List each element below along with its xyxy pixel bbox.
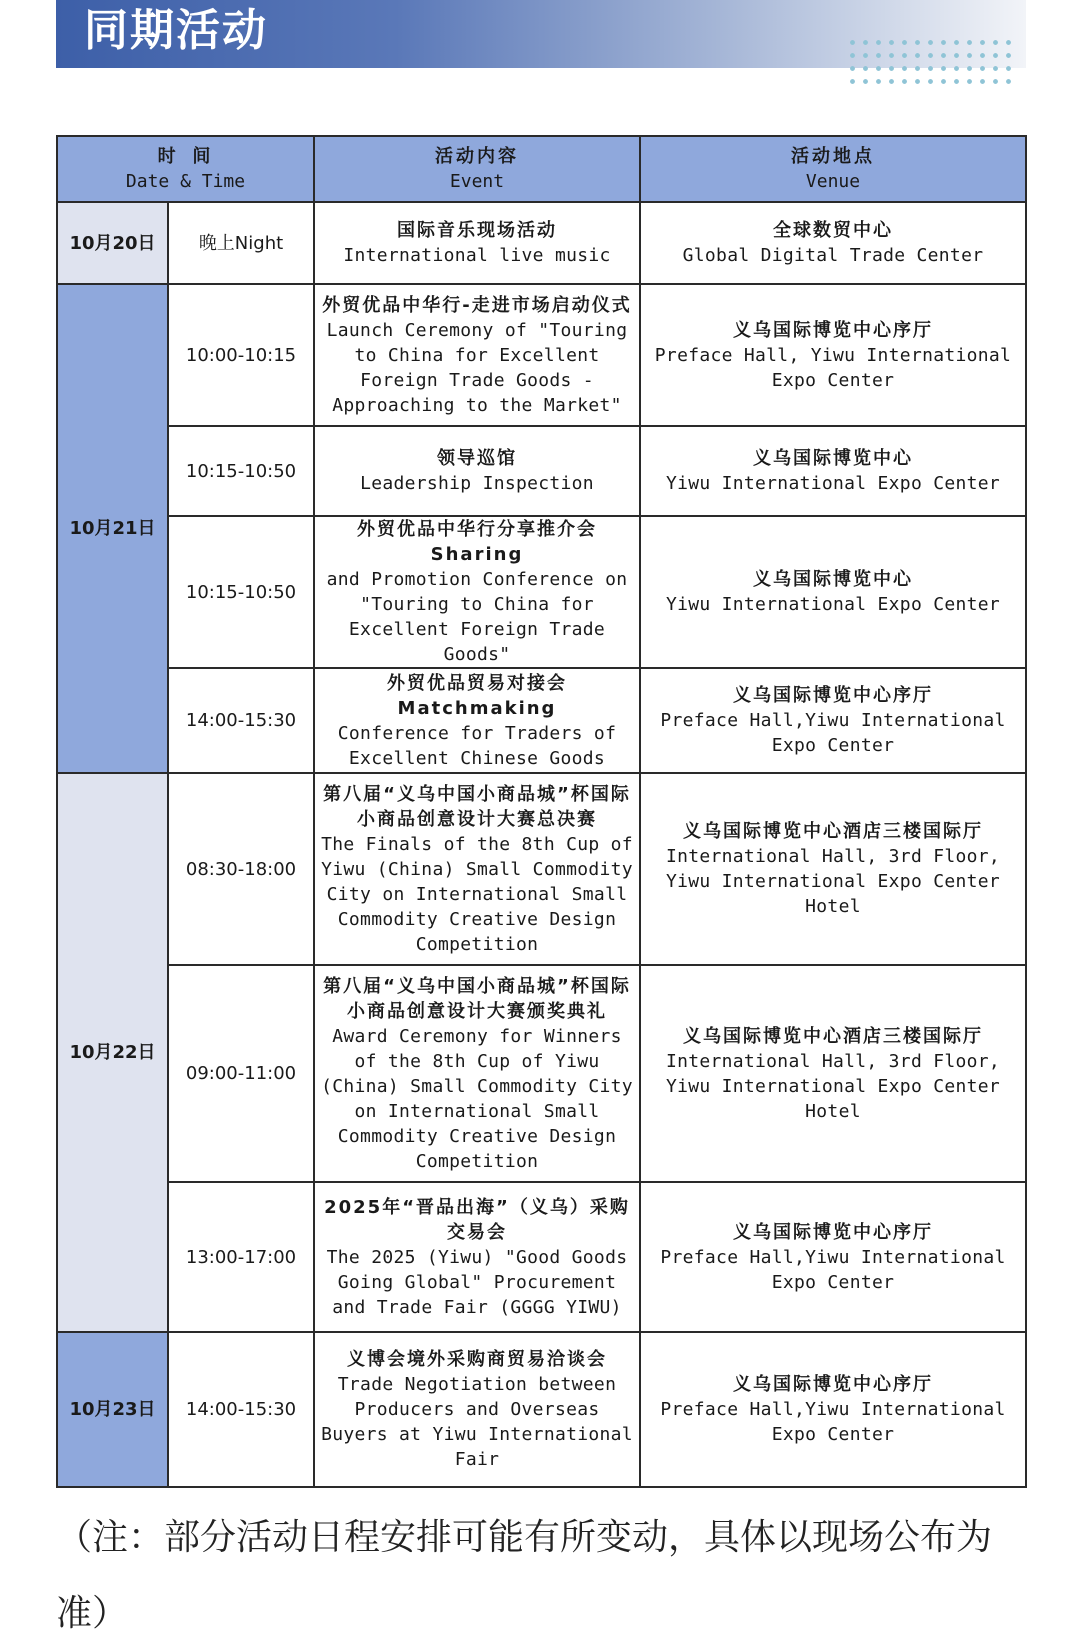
event-cell: 义博会境外采购商贸易洽谈会 Trade Negotiation between Producers and Overseas Buyers at Yiwu International Fair bbox=[314, 1332, 640, 1487]
table-row bbox=[57, 773, 1026, 965]
venue-cell: 义乌国际博览中心 Yiwu International Expo Center bbox=[640, 426, 1026, 516]
table-row bbox=[57, 426, 1026, 516]
time-cell: 14:00-15:30 bbox=[168, 1332, 314, 1487]
date-cell: 10月21日 bbox=[57, 284, 168, 773]
venue-cell: 义乌国际博览中心 Yiwu International Expo Center bbox=[640, 516, 1026, 668]
time-cell: 10:15-10:50 bbox=[168, 516, 314, 668]
table-row bbox=[57, 965, 1026, 1182]
venue-cell: 义乌国际博览中心酒店三楼国际厅 International Hall, 3rd Floor, Yiwu International Expo Center Hotel bbox=[640, 965, 1026, 1182]
table-row bbox=[57, 202, 1026, 284]
table-row bbox=[57, 1182, 1026, 1332]
venue-cell: 义乌国际博览中心序厅 Preface Hall,Yiwu International Expo Center bbox=[640, 1332, 1026, 1487]
venue-cell: 义乌国际博览中心序厅 Preface Hall,Yiwu International Expo Center bbox=[640, 1182, 1026, 1332]
event-cell: 国际音乐现场活动 International live music bbox=[314, 202, 640, 284]
header-date-time: 时 间 Date & Time bbox=[57, 136, 314, 202]
footnote: （注：部分活动日程安排可能有所变动，具体以现场公布为准） bbox=[56, 1517, 993, 1634]
event-cell: 外贸优品中华行分享推介会Sharing and Promotion Conference on "Touring to China for Excellent Foreign Trade Goods" bbox=[314, 516, 640, 668]
event-cell: 2025年“晋品出海”（义乌）采购交易会 The 2025 (Yiwu) "Good Goods Going Global" Procurement and Trade Fair (GGGG YIWU) bbox=[314, 1182, 640, 1332]
header-event: 活动内容 Event bbox=[314, 136, 640, 202]
section-title: 同期活动 bbox=[84, 5, 268, 56]
event-cell: 第八届“义乌中国小商品城”杯国际小商品创意设计大赛颁奖典礼 Award Ceremony for Winners of the 8th Cup of Yiwu (China) Small Commodity City on International Small Commodity Creative Design Competition bbox=[314, 965, 640, 1182]
dot-pattern-decoration bbox=[846, 36, 1016, 86]
venue-cell: 全球数贸中心 Global Digital Trade Center bbox=[640, 202, 1026, 284]
event-cell: 领导巡馆 Leadership Inspection bbox=[314, 426, 640, 516]
table-header-row bbox=[57, 136, 1026, 202]
header-venue: 活动地点 Venue bbox=[640, 136, 1026, 202]
venue-cell: 义乌国际博览中心序厅 Preface Hall, Yiwu International Expo Center bbox=[640, 284, 1026, 426]
time-cell: 14:00-15:30 bbox=[168, 668, 314, 773]
event-cell: 第八届“义乌中国小商品城”杯国际小商品创意设计大赛总决赛 The Finals of the 8th Cup of Yiwu (China) Small Commodity City on International Small Commodity Creative Design Competition bbox=[314, 773, 640, 965]
time-cell: 10:15-10:50 bbox=[168, 426, 314, 516]
event-cell: 外贸优品贸易对接会Matchmaking Conference for Traders of Excellent Chinese Goods bbox=[314, 668, 640, 773]
date-cell: 10月22日 bbox=[57, 773, 168, 1332]
table-row bbox=[57, 668, 1026, 773]
time-cell: 10:00-10:15 bbox=[168, 284, 314, 426]
time-cell: 13:00-17:00 bbox=[168, 1182, 314, 1332]
time-cell: 08:30-18:00 bbox=[168, 773, 314, 965]
date-cell: 10月23日 bbox=[57, 1332, 168, 1487]
table-row bbox=[57, 516, 1026, 668]
event-cell: 外贸优品中华行-走进市场启动仪式 Launch Ceremony of "Touring to China for Excellent Foreign Trade Goods - Approaching to the Market" bbox=[314, 284, 640, 426]
time-cell: 晚上Night bbox=[168, 202, 314, 284]
date-cell: 10月20日 bbox=[57, 202, 168, 284]
venue-cell: 义乌国际博览中心序厅 Preface Hall,Yiwu International Expo Center bbox=[640, 668, 1026, 773]
time-cell: 09:00-11:00 bbox=[168, 965, 314, 1182]
table-row bbox=[57, 1332, 1026, 1487]
schedule-table bbox=[56, 135, 1027, 1488]
table-row bbox=[57, 284, 1026, 426]
venue-cell: 义乌国际博览中心酒店三楼国际厅 International Hall, 3rd Floor, Yiwu International Expo Center Hotel bbox=[640, 773, 1026, 965]
